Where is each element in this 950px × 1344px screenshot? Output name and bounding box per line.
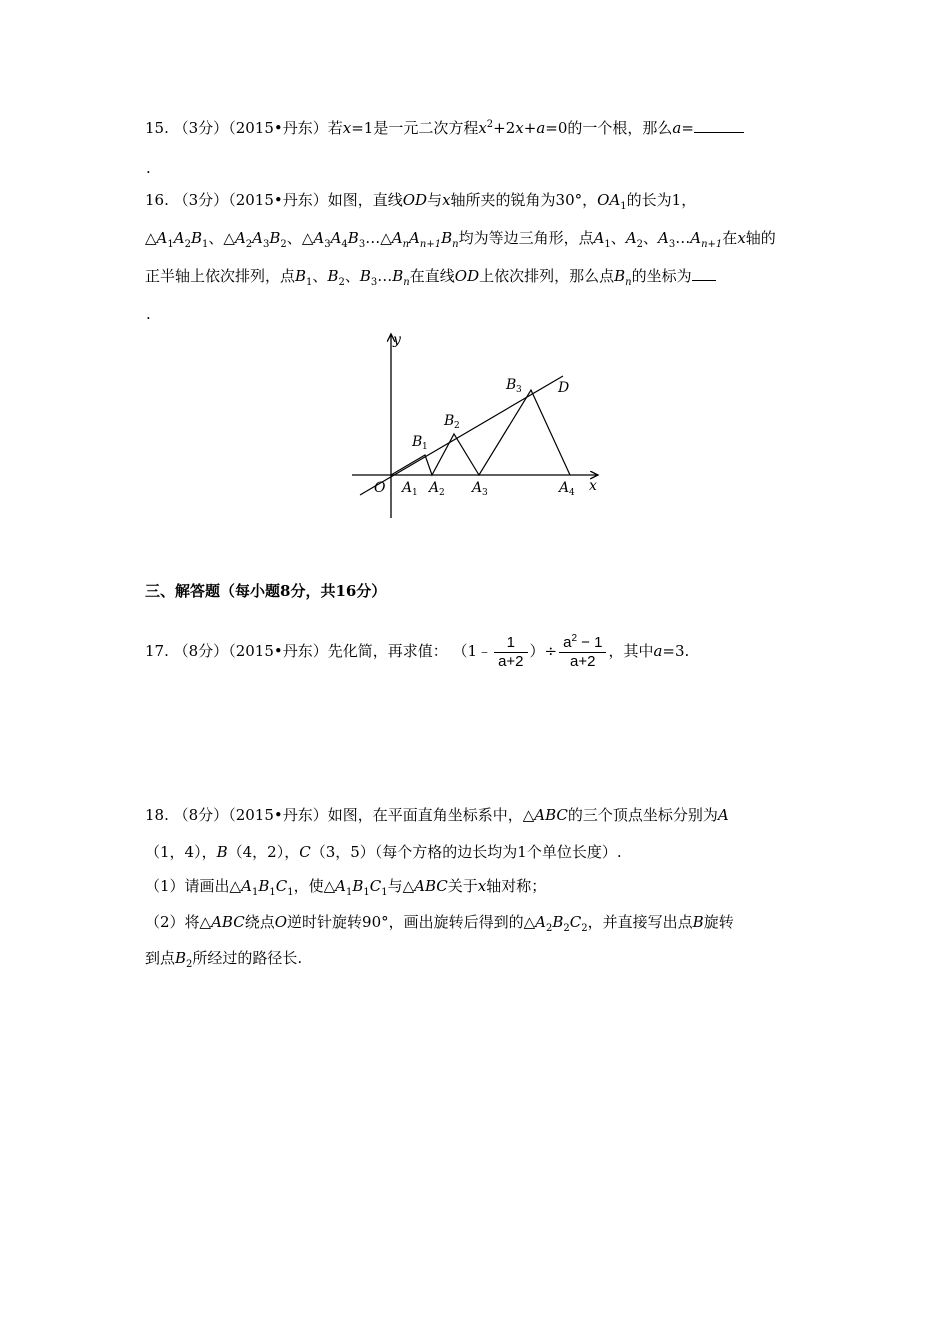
q16-end-period: . xyxy=(146,305,151,323)
q15-line: 15. （3分）（2015•丹东）若x=1是一元二次方程$x^2+2x+a=0$的一个根，那么a= xyxy=(145,118,744,138)
q16-line3: 正半轴上依次排列，点$B_1$、$B_2$、$B_3\dots B_n$在直线OD上依次排列，那么点$B_n$的坐标为 xyxy=(145,266,716,286)
q17-fraction-2: $\frac{a^2 - 1}{a+2}$ xyxy=(559,634,606,671)
q17-fraction-1: $\frac{1}{a+2}$ xyxy=(494,634,527,671)
point-b2-label: B xyxy=(444,413,455,429)
q18-number: 18. xyxy=(145,806,169,824)
point-b3-label: B xyxy=(506,377,517,393)
point-d-label: D xyxy=(558,380,570,396)
q15-answer-blank[interactable] xyxy=(694,118,744,133)
point-a1-label: A xyxy=(402,480,413,496)
x-axis-label: x xyxy=(589,478,597,494)
svg-text:2: 2 xyxy=(454,421,460,431)
q16-line1: 16. （3分）（2015•丹东）如图，直线OD与x轴所夹的锐角为30°，$OA_1$的长为1， xyxy=(145,191,697,212)
svg-text:2: 2 xyxy=(439,488,445,498)
point-a4-label: A xyxy=(559,480,570,496)
q15-source: （2015•丹东） xyxy=(228,119,328,137)
q15-points: （3分） xyxy=(173,119,229,137)
q16-figure xyxy=(348,328,608,528)
origin-label: O xyxy=(374,480,386,496)
q16-line2: $\triangle A_1A_2B_1$、$\triangle A_2A_3B_2$、$\triangle A_3A_4B_3\dots\triangle A_nA_{n+1}B_n$均为等边三角形，点$A_1$、$A_2$、$A_3\dots A_{n+1}$在x轴的 xyxy=(145,229,776,250)
section-3-title: 三、解答题（每小题8分，共16分） xyxy=(145,582,387,600)
svg-text:3: 3 xyxy=(482,488,488,498)
q16-answer-blank[interactable] xyxy=(692,266,716,281)
triangle-chain xyxy=(391,390,570,475)
point-a2-label: A xyxy=(429,480,440,496)
point-b1-label: B xyxy=(412,434,423,450)
y-axis-label: y xyxy=(393,332,401,348)
svg-text:4: 4 xyxy=(569,488,575,498)
q18-part2: （2）将△ABC绕点O逆时针旋转90°，画出旋转后得到的$\triangle A_2B_2C_2$，并直接写出点B旋转 xyxy=(145,913,734,934)
q18-part1: （1）请画出$\triangle A_1B_1C_1$，使$\triangle A_1B_1C_1$与△ABC关于x轴对称； xyxy=(145,877,547,898)
q17-number: 17. xyxy=(145,642,169,660)
q17-line: 17. （8分）（2015•丹东）先化简，再求值： （1﹣ $\frac{1}{a+2}$ ）÷ $\frac{a^2 - 1}{a+2}$ ，其中a=3. xyxy=(145,632,690,670)
svg-text:3: 3 xyxy=(516,385,522,395)
q16-number: 16. xyxy=(145,191,169,209)
q18-part2-cont: 到点$B_2$所经过的路径长. xyxy=(145,949,303,970)
point-a3-label: A xyxy=(472,480,483,496)
q15-number: 15. xyxy=(145,119,169,137)
svg-text:1: 1 xyxy=(422,442,428,452)
q18-line2: （1，4），B（4，2），C（3，5）（每个方格的边长均为1个单位长度）. xyxy=(145,843,622,861)
q15-end-period: . xyxy=(146,159,151,177)
svg-text:1: 1 xyxy=(412,488,418,498)
q18-line1: 18. （8分）（2015•丹东）如图，在平面直角坐标系中，△ABC的三个顶点坐标分别为A xyxy=(145,806,729,824)
